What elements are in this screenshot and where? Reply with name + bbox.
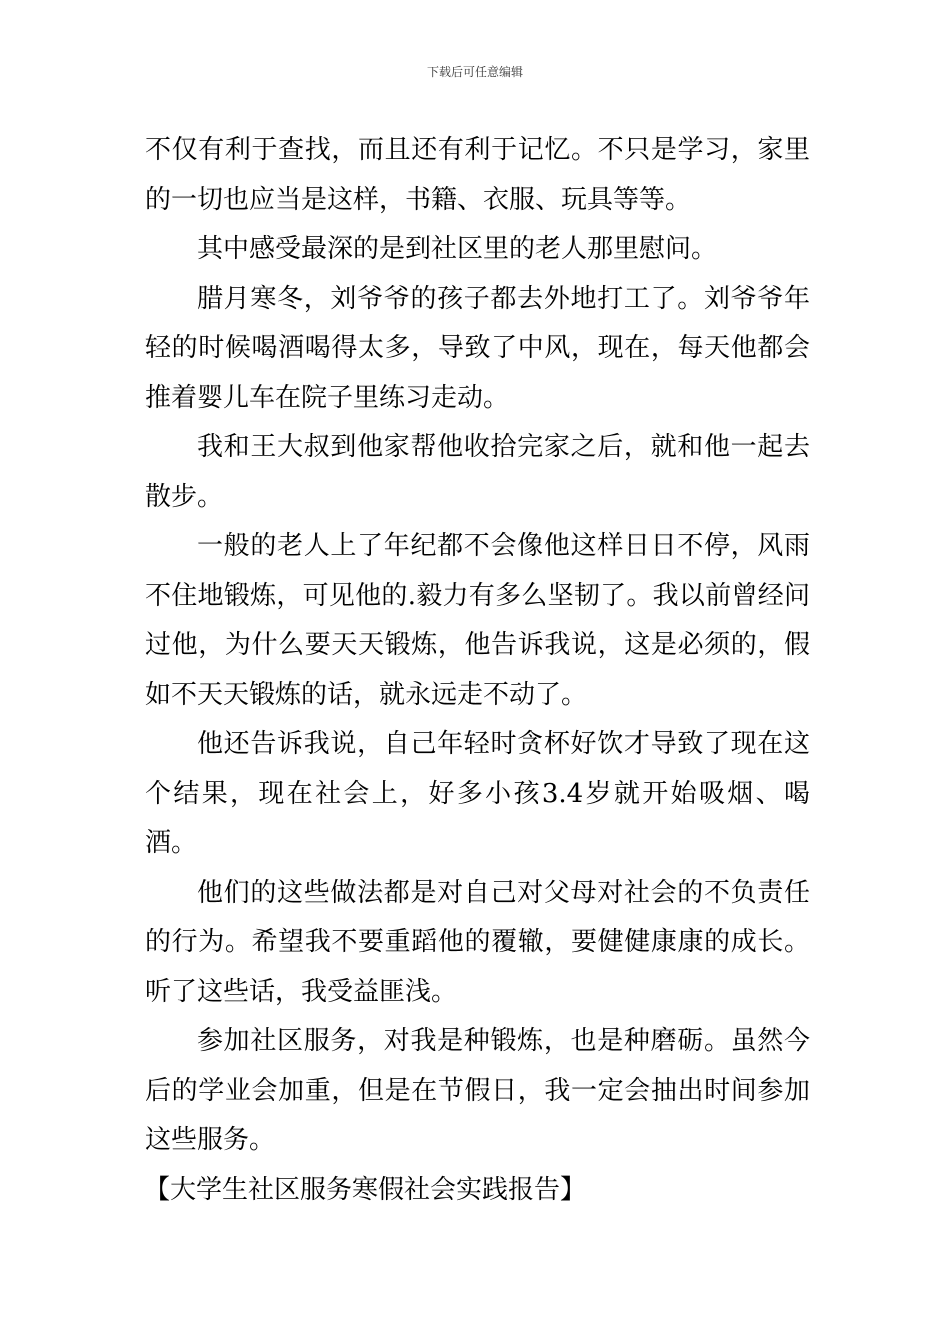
paragraph-4: 我和王大叔到他家帮他收拾完家之后，就和他一起去散步。 [145, 432, 810, 512]
document-title-bracketed: 【大学生社区服务寒假社会实践报告】 [144, 1174, 587, 1205]
header-note: 下载后可任意编辑 [426, 65, 523, 79]
paragraph-5: 一般的老人上了年纪都不会像他这样日日不停，风雨不住地锻炼，可见他的.毅力有多么坚韧了。我以前曾经问过他，为什么要天天锻炼，他告诉我说，这是必须的，假如不天天锻炼的话，就永远走不动了。 [145, 531, 810, 710]
paragraph-8: 参加社区服务，对我是种锻炼，也是种磨砺。虽然今后的学业会加重，但是在节假日，我一定会抽出时间参加这些服务。 [145, 1026, 810, 1155]
paragraph-3: 腊月寒冬，刘爷爷的孩子都去外地打工了。刘爷爷年轻的时候喝酒喝得太多，导致了中风，现在，每天他都会推着婴儿车在院子里练习走动。 [145, 283, 810, 413]
paragraph-6: 他还告诉我说，自己年轻时贪杯好饮才导致了现在这个结果，现在社会上，好多小孩3.4岁就开始吸烟、喝酒。 [145, 729, 810, 858]
paragraph-2: 其中感受最深的是到社区里的老人那里慰问。 [197, 234, 718, 264]
paragraph-1: 不仅有利于查找，而且还有利于记忆。不只是学习，家里的一切也应当是这样，书籍、衣服、玩具等等。 [145, 135, 810, 215]
document-body [145, 126, 810, 1215]
paragraph-7: 他们的这些做法都是对自己对父母对社会的不负责任的行为。希望我不要重蹈他的覆辙，要健健康康的成长。听了这些话，我受益匪浅。 [145, 877, 810, 1007]
